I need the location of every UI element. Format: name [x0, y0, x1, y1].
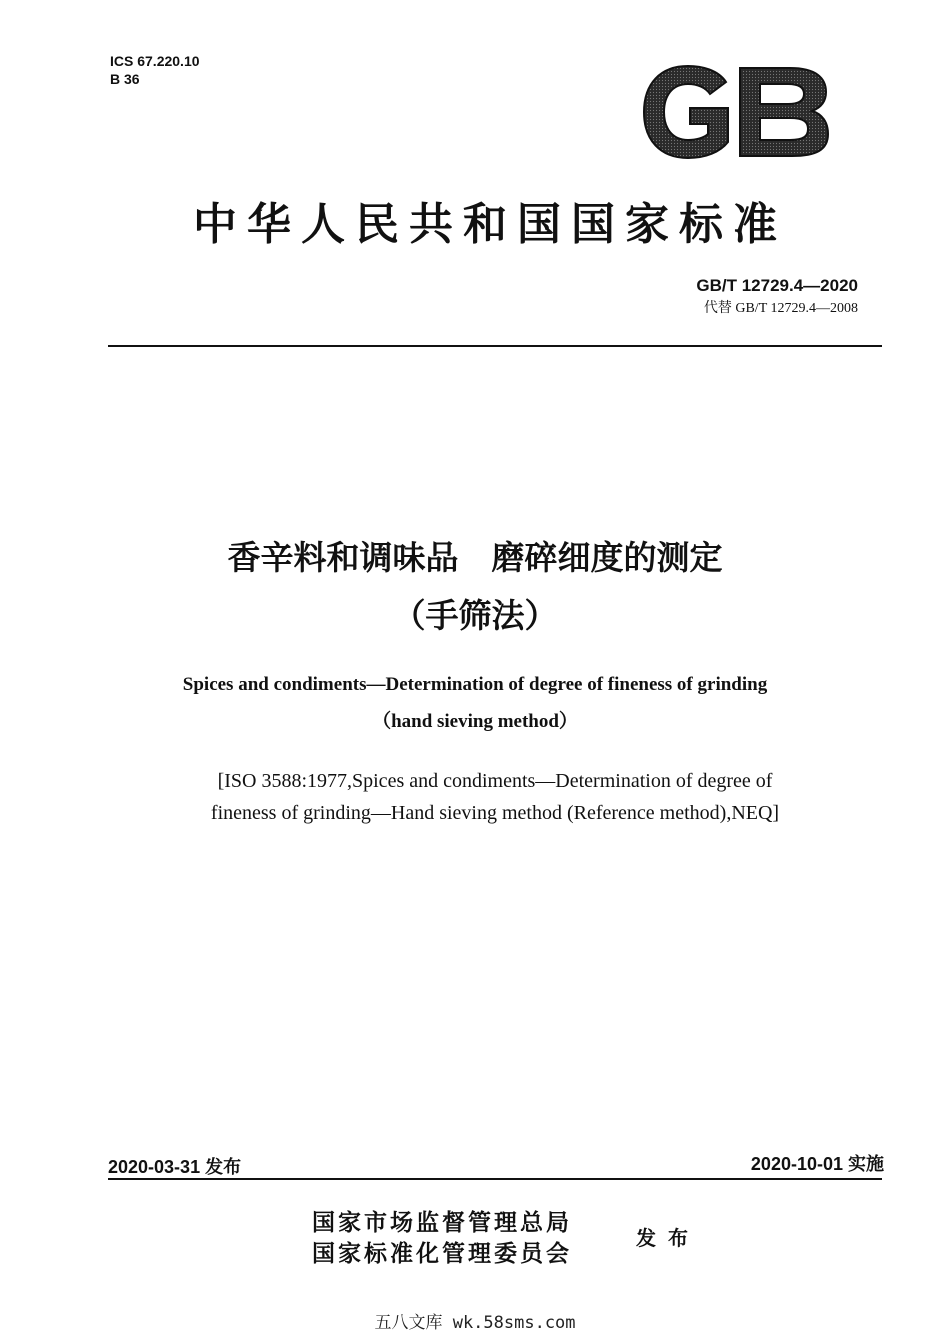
chinese-title: 香辛料和调味品 磨碎细度的测定: [227, 538, 723, 577]
issuer-sac: 国家标准化管理委员会: [312, 1240, 572, 1267]
iso-reference: [140, 765, 850, 829]
english-title: Spices and condiments—Determination of degree of fineness of grinding: [182, 674, 768, 695]
classification-codes: [110, 52, 200, 88]
watermark: 五八文库 wk.58sms.com: [374, 1313, 576, 1333]
iso-reference-line2: fineness of grinding—Hand sieving method (Reference method),NEQ]: [210, 802, 780, 824]
ccs-code: B 36: [110, 71, 140, 87]
publish-label: 发布: [636, 1226, 700, 1250]
gb-logo-icon: [640, 64, 832, 160]
iso-reference-line1: [ISO 3588:1977,Spices and condiments—Determination of degree of: [217, 770, 773, 792]
national-standard-title: 中华人民共和国国家标准: [193, 199, 787, 250]
implementation-date: 2020-10-01 实施: [750, 1154, 884, 1174]
standard-code: GB/T 12729.4—2020: [696, 276, 858, 295]
issue-date: 2020-03-31 发布: [108, 1157, 242, 1177]
ics-code: ICS 67.220.10: [110, 53, 200, 69]
chinese-subtitle: （手筛法）: [392, 596, 558, 635]
footer-divider: [108, 1178, 882, 1180]
issuer-samr: 国家市场监督管理总局: [312, 1209, 572, 1236]
header-divider: [108, 345, 882, 347]
english-subtitle: （hand sieving method）: [372, 711, 578, 732]
replaces-standard: 代替 GB/T 12729.4—2008: [703, 301, 858, 316]
issuing-authorities: [312, 1207, 572, 1269]
